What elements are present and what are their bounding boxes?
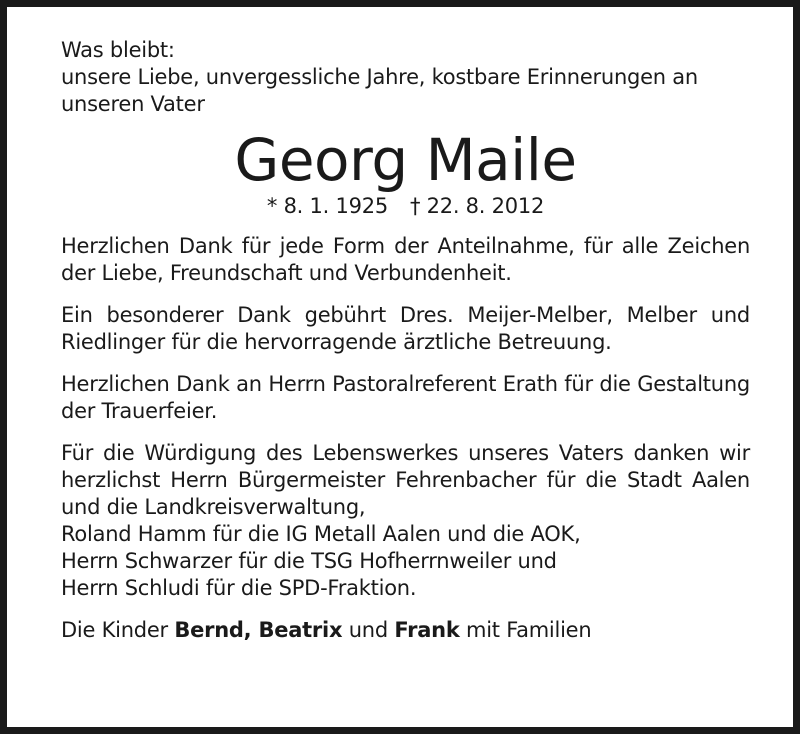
thanks-paragraph: Herzlichen Dank an Herrn Pastoralreferent Erath für die Gestaltung der Trauerfeier. — [61, 372, 750, 423]
death-date: † 22. 8. 2012 — [409, 194, 545, 218]
notice-content — [61, 37, 750, 644]
intro-text — [61, 37, 750, 118]
tribute-line: Roland Hamm für die IG Metall Aalen und die AOK, — [61, 522, 581, 546]
intro-line: unsere Liebe, unvergessliche Jahre, kostbare Erinnerungen an — [61, 65, 698, 89]
tribute-paragraph — [61, 440, 750, 602]
signature-names: Bernd, Beatrix — [174, 618, 343, 642]
tribute-line: Herrn Schwarzer für die TSG Hofherrnweiler und — [61, 549, 557, 573]
tribute-line: Herrn Schludi für die SPD-Fraktion. — [61, 576, 417, 600]
tribute-text: Für die Würdigung des Lebenswerkes unseres Vaters danken wir herzlichst Herrn Bürgermeister Fehrenbacher für die Stadt Aalen und die Landkreisverwaltung, — [61, 441, 750, 519]
thanks-paragraph: Ein besonderer Dank gebührt Dres. Meijer-Melber, Melber und Riedlinger für die hervorragende ärztliche Betreuung. — [61, 303, 750, 354]
family-signature — [61, 617, 750, 644]
signature-prefix: Die Kinder — [61, 618, 168, 642]
birth-date: * 8. 1. 1925 — [266, 194, 388, 218]
life-dates — [61, 193, 750, 220]
signature-suffix: mit Familien — [466, 618, 592, 642]
thanks-paragraph: Herzlichen Dank für jede Form der Anteilnahme, für alle Zeichen der Liebe, Freundschaft und Verbundenheit. — [61, 234, 750, 285]
signature-names: Frank — [394, 618, 460, 642]
signature-connector: und — [348, 618, 388, 642]
intro-line: Was bleibt: — [61, 38, 175, 62]
deceased-name: Georg Maile — [234, 126, 577, 194]
intro-line: unseren Vater — [61, 92, 205, 116]
